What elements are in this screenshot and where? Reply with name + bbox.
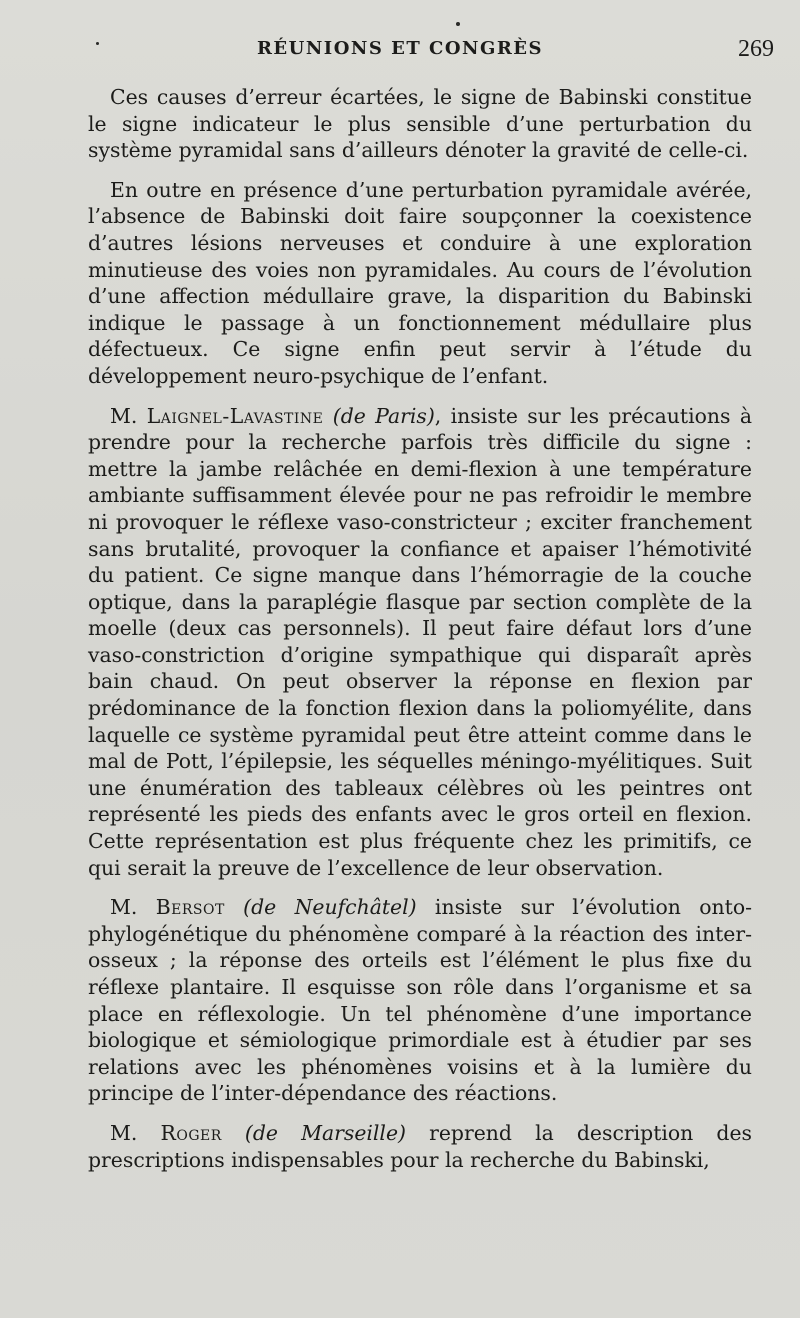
- paragraph-roger: [88, 1120, 752, 1173]
- speaker-name: Laignel-Lavastine: [146, 403, 324, 428]
- paragraph-pyramidal-perturbation: [88, 177, 752, 390]
- scan-speck: [96, 42, 99, 45]
- paragraph-text: reprend la description des prescriptions indispensables pour la recherche du Babinski,: [88, 1120, 753, 1172]
- running-title: RÉUNIONS ET CONGRÈS: [256, 38, 544, 59]
- speaker-name: Roger: [160, 1120, 222, 1145]
- speaker-place: (de Marseille): [244, 1120, 406, 1145]
- paragraph-text: Ces causes d’erreur écartées, le signe de Babinski constitue le signe indicateur le plus sensible d’une perturbation du système pyramidal sans d’ailleurs dénoter la gravité de celle-ci.: [88, 85, 752, 163]
- speaker-prefix: M.: [110, 403, 147, 428]
- paragraph-babinski-sensitivity: [88, 84, 752, 164]
- running-head: [0, 38, 800, 68]
- paragraph-text: , insiste sur les précautions à prendre pour la recherche parfois très difficile du signe : mettre la jambe relâchée en demi-flexion à une température ambiante suffisamment élevée pour ne pas refroidir le membre ni provoquer le réflexe vaso-constricteur ; exciter franchement sans brutalité, provoquer la confiance et apaiser l’hémotivité du patient. Ce signe manque dans l’hémorragie de la couche optique, dans la paraplégie flasque par section complète de la moelle (deux cas personnels). Il peut faire défaut lors d’une vaso-constriction d’origine sympathique qui disparaît après bain chaud. On peut observer la réponse en flexion par prédominance de la fonction flexion dans la poliomyélite, dans laquelle ce système pyramidal peut être atteint comme dans le mal de Pott, l’épilepsie, les séquelles méningo-myélitiques. Suit une énumération des tableaux célèbres où les peintres ont représenté les pieds des enfants avec le gros orteil en flexion. Cette représentation est plus fréquente chez les primitifs, ce qui serait la preuve de l’excellence de leur observation.: [88, 403, 753, 880]
- paragraph-text: insiste sur l’évolution onto-phylogénétique du phénomène comparé à la réaction des inter-osseux ; la réponse des orteils est l’élément le plus fixe du réflexe plantaire. Il esquisse son rôle dans l’organisme et sa place en réflexologie. Un tel phénomène d’une importance biologique et sémiologique primordiale est à étudier par ses relations avec les phénomènes voisins et à la lumière du principe de l’inter-dépendance des réactions.: [88, 895, 753, 1106]
- speaker-place: (de Neufchâtel): [243, 895, 417, 920]
- speaker-prefix: M.: [110, 895, 156, 920]
- paragraph-bersot: [88, 894, 752, 1107]
- paragraph-laignel-lavastine: [88, 403, 752, 882]
- scan-speck: [456, 22, 460, 26]
- speaker-place: (de Paris): [332, 403, 435, 428]
- speaker-prefix: M.: [110, 1120, 161, 1145]
- page-number: 269: [738, 36, 774, 62]
- body-text: [88, 84, 752, 1186]
- speaker-name: Bersot: [155, 895, 225, 920]
- paragraph-text: En outre en présence d’une perturbation pyramidale avérée, l’absence de Babinski doit faire soupçonner la coexistence d’autres lésions nerveuses et conduire à une exploration minutieuse des voies non pyramidales. Au cours de l’évolution d’une affection médullaire grave, la disparition du Babinski indique le passage à un fonctionnement médullaire plus défectueux. Ce signe enfin peut servir à l’étude du développement neuro-psychique de l’enfant.: [88, 177, 752, 388]
